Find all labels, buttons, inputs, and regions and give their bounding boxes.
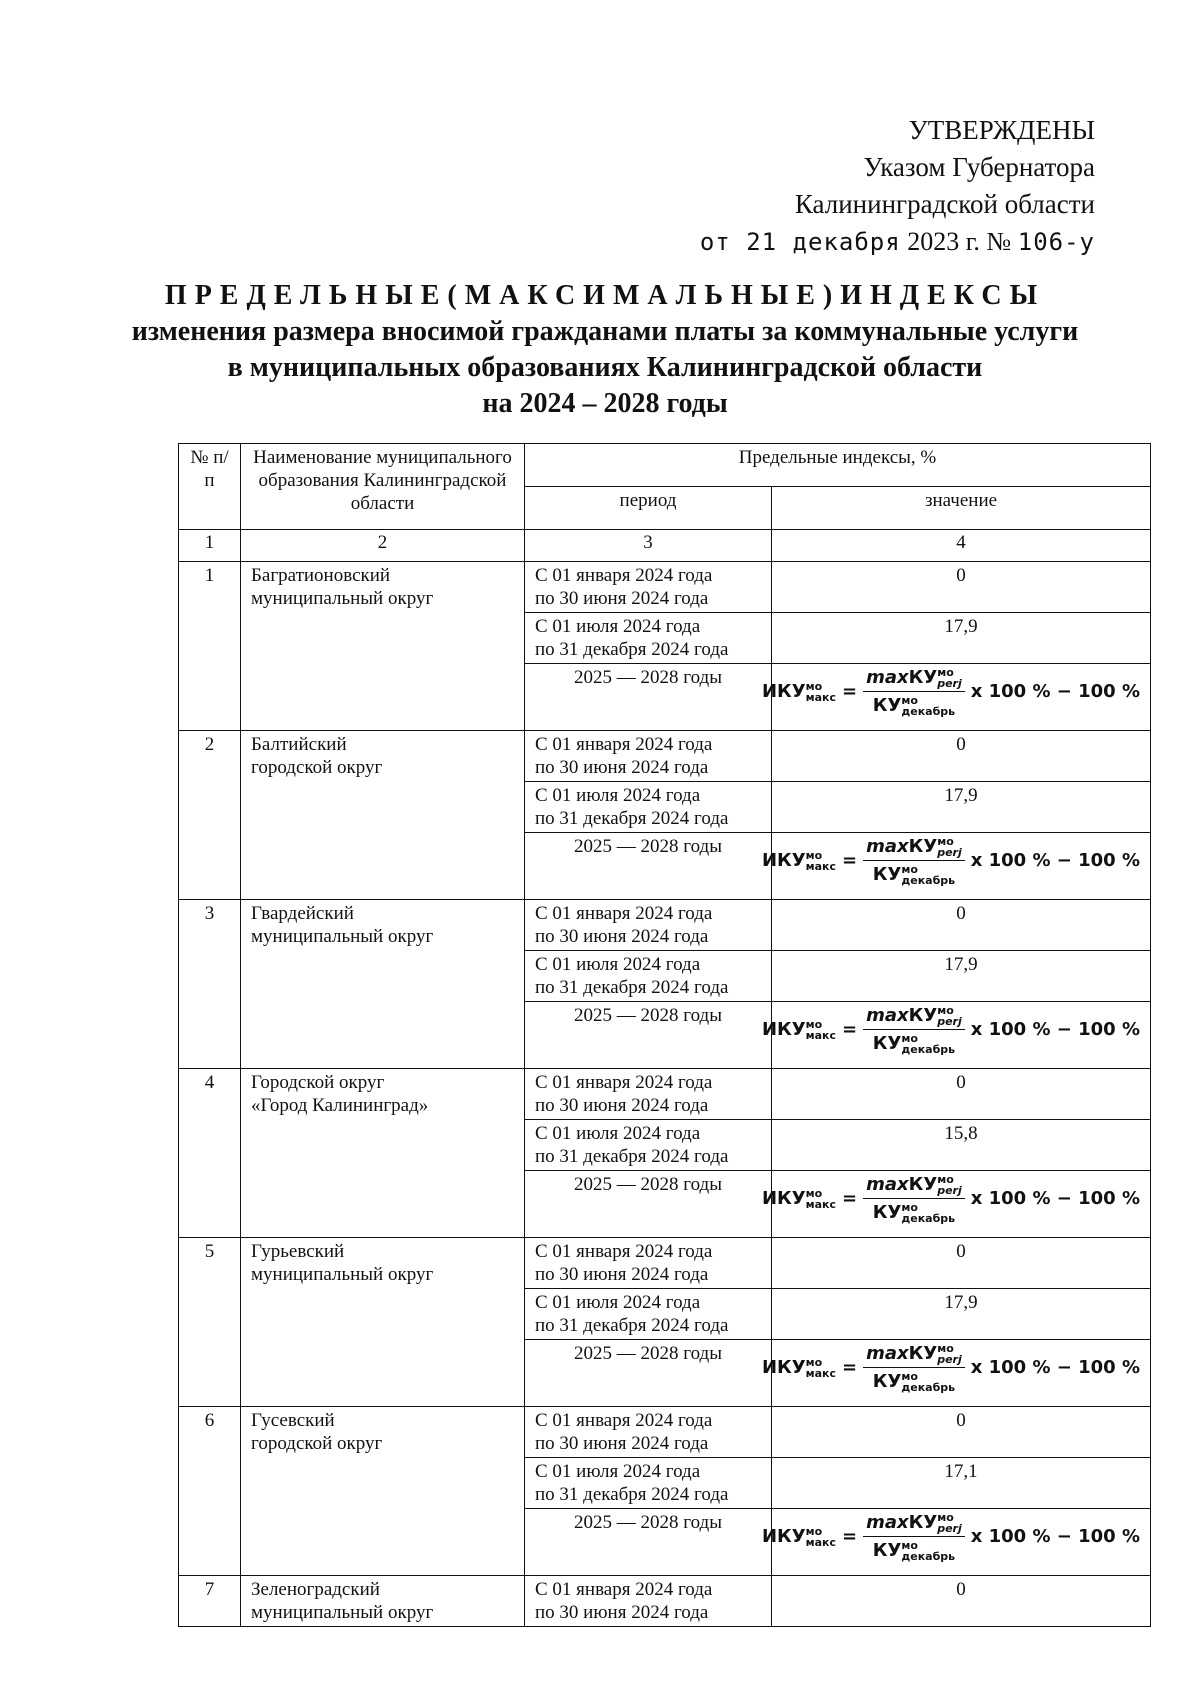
period-cell-line: по 31 декабря 2024 года (535, 1484, 729, 1505)
formula-fraction (863, 1004, 965, 1055)
value-cell-line: 0 (956, 1241, 966, 1262)
municipality-name (241, 1238, 525, 1407)
municipality-name-line: муниципальный округ (251, 1602, 434, 1623)
row-number-line: 6 (204, 1410, 215, 1431)
period-cell-line: 2025 — 2028 годы (574, 1174, 722, 1195)
table-row (179, 562, 1151, 613)
period-cell (525, 731, 772, 782)
value-cell (772, 1407, 1151, 1458)
column-index: 4 (772, 530, 1151, 562)
formula-cell (761, 664, 1151, 731)
period-cell-line: по 30 июня 2024 года (535, 757, 709, 778)
table-row (179, 1407, 1151, 1458)
formula-lhs: ИКУ мо макс (761, 1525, 837, 1549)
header-name: Наименование муниципального образования Калининградской области (241, 444, 525, 530)
period-cell-line: 2025 — 2028 годы (574, 836, 722, 857)
table-row (179, 1069, 1151, 1120)
period-cell-line: С 01 января 2024 года (535, 1072, 713, 1093)
period-cell-line: С 01 января 2024 года (535, 565, 713, 586)
municipality-name-line: муниципальный округ (251, 926, 434, 947)
period-cell-line: С 01 июля 2024 года (535, 616, 701, 637)
formula-lhs: ИКУ мо макс (761, 1187, 837, 1211)
formula-tail: x 100 % − 100 % (970, 1019, 1140, 1040)
row-number-line: 4 (204, 1072, 215, 1093)
period-cell-line: С 01 января 2024 года (535, 903, 713, 924)
value-cell-line: 0 (956, 1410, 966, 1431)
formula-numerator: maxКУ мо perj (863, 835, 965, 861)
period-cell-line: 2025 — 2028 годы (574, 1005, 722, 1026)
column-index-row (179, 530, 1151, 562)
period-cell (525, 951, 772, 1002)
period-cell (525, 1509, 772, 1576)
formula-equals: = (842, 681, 858, 702)
formula-equals: = (842, 1188, 858, 1209)
period-cell-line: по 30 июня 2024 года (535, 588, 709, 609)
value-cell-line: 0 (956, 903, 966, 924)
formula-tail: x 100 % − 100 % (970, 850, 1140, 871)
row-number (179, 900, 241, 1069)
period-cell-line: С 01 июля 2024 года (535, 954, 701, 975)
formula-tail: x 100 % − 100 % (970, 1526, 1140, 1547)
indices-table (178, 443, 1151, 1627)
header-period: период (525, 487, 772, 530)
column-index: 1 (179, 530, 241, 562)
formula-cell (761, 1509, 1151, 1576)
formula-denominator: КУ мо декабрь (872, 1201, 956, 1225)
period-cell-line: по 30 июня 2024 года (535, 1264, 709, 1285)
value-cell-line: 17,1 (944, 1461, 978, 1482)
row-number-line: 3 (204, 903, 215, 924)
formula-tail: x 100 % − 100 % (970, 1188, 1140, 1209)
period-cell (525, 833, 772, 900)
value-cell (772, 1238, 1151, 1289)
formula-fraction (863, 1511, 965, 1562)
period-cell-line: по 31 декабря 2024 года (535, 1146, 729, 1167)
period-cell-line: С 01 июля 2024 года (535, 1461, 701, 1482)
period-cell (525, 613, 772, 664)
value-cell (772, 1458, 1151, 1509)
row-number (179, 562, 241, 731)
municipality-name-line: Гвардейский (251, 903, 354, 924)
period-cell-line: С 01 июля 2024 года (535, 785, 701, 806)
period-cell-line: С 01 января 2024 года (535, 1579, 713, 1600)
approval-number: 106-у (1017, 228, 1095, 256)
formula-tail: x 100 % − 100 % (970, 681, 1140, 702)
value-cell (772, 951, 1151, 1002)
table-header-row (179, 444, 1151, 487)
formula-denominator: КУ мо декабрь (872, 694, 956, 718)
period-cell (525, 1407, 772, 1458)
municipality-name-line: Багратионовский (251, 565, 391, 586)
formula-numerator: maxКУ мо perj (863, 1342, 965, 1368)
table-row (179, 1576, 1151, 1627)
formula-denominator: КУ мо декабрь (872, 863, 956, 887)
municipality-name (241, 562, 525, 731)
approval-line-1: УТВЕРЖДЕНЫ (908, 115, 1095, 145)
formula-denominator: КУ мо декабрь (872, 1370, 956, 1394)
municipality-name-line: Городской округ (251, 1072, 385, 1093)
formula-denominator: КУ мо декабрь (872, 1539, 956, 1563)
municipality-name-line: «Город Калининград» (251, 1095, 429, 1116)
title-line-1: ПРЕДЕЛЬНЫЕ(МАКСИМАЛЬНЫЕ)ИНДЕКСЫ (164, 280, 1046, 311)
period-cell (525, 1238, 772, 1289)
row-number (179, 1069, 241, 1238)
title-line-2: изменения размера вносимой гражданами платы за коммунальные услуги (131, 316, 1079, 347)
formula-fraction (863, 835, 965, 886)
value-cell (772, 782, 1151, 833)
column-index: 2 (241, 530, 525, 562)
row-number (179, 1576, 241, 1627)
row-number-line: 7 (204, 1579, 215, 1600)
value-cell (772, 1120, 1151, 1171)
formula-lhs: ИКУ мо макс (761, 1356, 837, 1380)
formula-denominator: КУ мо декабрь (872, 1032, 956, 1056)
formula-numerator: maxКУ мо perj (863, 666, 965, 692)
municipality-name-line: городской округ (251, 757, 383, 778)
title-line-4: на 2024 – 2028 годы (482, 388, 728, 419)
formula-numerator: maxКУ мо perj (863, 1173, 965, 1199)
value-cell-line: 0 (956, 1579, 966, 1600)
value-cell-line: 0 (956, 734, 966, 755)
row-number-line: 2 (204, 734, 215, 755)
value-cell-line: 17,9 (944, 1292, 978, 1313)
period-cell (525, 1002, 772, 1069)
table-row (179, 900, 1151, 951)
municipality-name-line: городской округ (251, 1433, 383, 1454)
value-cell (772, 1576, 1151, 1627)
period-cell (525, 782, 772, 833)
value-cell-line: 15,8 (944, 1123, 978, 1144)
municipality-name-line: муниципальный округ (251, 588, 434, 609)
municipality-name (241, 1069, 525, 1238)
value-cell-line: 0 (956, 1072, 966, 1093)
period-cell-line: С 01 января 2024 года (535, 1241, 713, 1262)
formula-equals: = (842, 1357, 858, 1378)
municipality-name-line: Гусевский (251, 1410, 335, 1431)
formula-lhs: ИКУ мо макс (761, 680, 837, 704)
period-cell-line: по 30 июня 2024 года (535, 926, 709, 947)
value-cell-line: 17,9 (944, 616, 978, 637)
period-cell (525, 1120, 772, 1171)
column-index: 3 (525, 530, 772, 562)
value-cell (772, 613, 1151, 664)
approval-date-line (700, 223, 1095, 261)
period-cell (525, 562, 772, 613)
value-cell (772, 731, 1151, 782)
formula-equals: = (842, 850, 858, 871)
municipality-name (241, 1576, 525, 1627)
index-formula (761, 1511, 1140, 1563)
title-line-3: в муниципальных образованиях Калининградской области (227, 352, 983, 383)
period-cell-line: по 31 декабря 2024 года (535, 639, 729, 660)
value-cell-line: 17,9 (944, 785, 978, 806)
municipality-name-line: Гурьевский (251, 1241, 345, 1262)
municipality-name (241, 1407, 525, 1576)
formula-fraction (863, 666, 965, 717)
period-cell-line: С 01 июля 2024 года (535, 1123, 701, 1144)
period-cell-line: по 30 июня 2024 года (535, 1433, 709, 1454)
header-indices: Предельные индексы, % (525, 444, 1151, 487)
period-cell (525, 900, 772, 951)
formula-cell (761, 1340, 1151, 1407)
period-cell (525, 1458, 772, 1509)
formula-numerator: maxКУ мо perj (863, 1004, 965, 1030)
value-cell (772, 562, 1151, 613)
municipality-name (241, 731, 525, 900)
row-number-line: 5 (204, 1241, 215, 1262)
formula-equals: = (842, 1526, 858, 1547)
municipality-name-line: Балтийский (251, 734, 347, 755)
index-formula (761, 666, 1140, 718)
period-cell (525, 1171, 772, 1238)
header-value: значение (772, 487, 1151, 530)
formula-cell (761, 1002, 1151, 1069)
index-formula (761, 835, 1140, 887)
index-formula (761, 1173, 1140, 1225)
municipality-name-line: Зеленоградский (251, 1579, 380, 1600)
period-cell-line: С 01 января 2024 года (535, 734, 713, 755)
period-cell-line: по 31 декабря 2024 года (535, 1315, 729, 1336)
period-cell-line: С 01 января 2024 года (535, 1410, 713, 1431)
approval-stamp (700, 112, 1095, 261)
period-cell-line: по 31 декабря 2024 года (535, 977, 729, 998)
row-number (179, 731, 241, 900)
formula-numerator: maxКУ мо perj (863, 1511, 965, 1537)
table-row (179, 731, 1151, 782)
municipality-name-line: муниципальный округ (251, 1264, 434, 1285)
period-cell-line: С 01 июля 2024 года (535, 1292, 701, 1313)
index-formula (761, 1004, 1140, 1056)
value-cell-line: 17,9 (944, 954, 978, 975)
period-cell (525, 1289, 772, 1340)
approval-year: 2023 г. № (907, 227, 1012, 256)
period-cell (525, 1069, 772, 1120)
formula-cell (761, 833, 1151, 900)
period-cell (525, 1340, 772, 1407)
formula-equals: = (842, 1019, 858, 1040)
period-cell-line: по 31 декабря 2024 года (535, 808, 729, 829)
formula-lhs: ИКУ мо макс (761, 1018, 837, 1042)
header-num: № п/п (179, 444, 241, 530)
period-cell (525, 1576, 772, 1627)
period-cell-line: по 30 июня 2024 года (535, 1602, 709, 1623)
approval-date: от 21 декабря (699, 228, 901, 256)
formula-fraction (863, 1173, 965, 1224)
row-number (179, 1238, 241, 1407)
formula-lhs: ИКУ мо макс (761, 849, 837, 873)
formula-fraction (863, 1342, 965, 1393)
value-cell (772, 1289, 1151, 1340)
value-cell (772, 900, 1151, 951)
index-formula (761, 1342, 1140, 1394)
period-cell-line: 2025 — 2028 годы (574, 667, 722, 688)
value-cell (772, 1069, 1151, 1120)
table-row (179, 1238, 1151, 1289)
period-cell-line: по 30 июня 2024 года (535, 1095, 709, 1116)
approval-line-2: Указом Губернатора (863, 152, 1095, 182)
period-cell-line: 2025 — 2028 годы (574, 1343, 722, 1364)
row-number (179, 1407, 241, 1576)
formula-cell (761, 1171, 1151, 1238)
value-cell-line: 0 (956, 565, 966, 586)
document-title (90, 278, 1120, 422)
formula-tail: x 100 % − 100 % (970, 1357, 1140, 1378)
period-cell (525, 664, 772, 731)
period-cell-line: 2025 — 2028 годы (574, 1512, 722, 1533)
municipality-name (241, 900, 525, 1069)
row-number-line: 1 (204, 565, 215, 586)
approval-line-3: Калининградской области (794, 189, 1095, 219)
